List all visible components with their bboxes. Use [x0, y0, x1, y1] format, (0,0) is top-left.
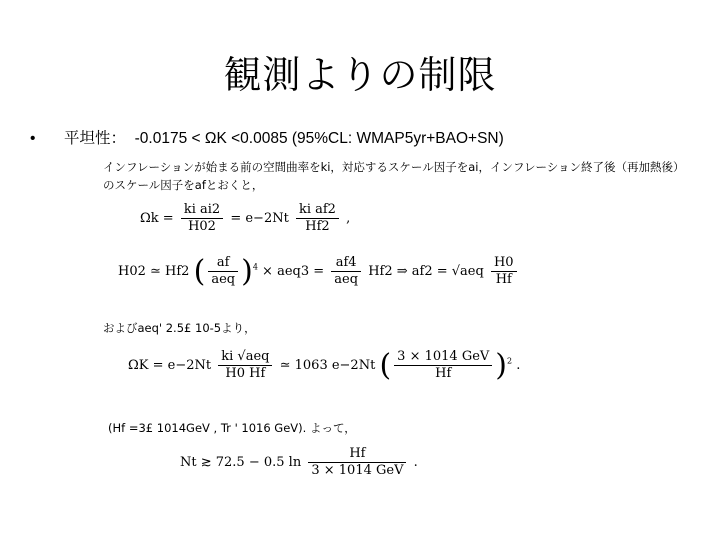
eq2-paren-den: aeq — [211, 272, 236, 287]
eq3-frac-den: H0 Hf — [225, 366, 266, 381]
bullet-label: 平坦性： — [64, 130, 127, 147]
aeq-value-line: およびaeq' 2.5£ 10-5より， — [103, 321, 256, 335]
equation-hubble — [118, 254, 520, 289]
eq2-mid: × aeq3 = — [262, 264, 325, 279]
eq3-mid: ≃ 1063 e−2Nt — [279, 358, 376, 373]
eq3-frac-num: ki √aeq — [218, 349, 272, 366]
eq4-lhs: Nt ≳ 72.5 − 0.5 ln — [180, 455, 302, 470]
eq2-frac-den: aeq — [334, 272, 359, 287]
eq1-frac2 — [296, 202, 339, 235]
equation-nt-bound — [180, 446, 418, 479]
hf-assumption-line: (Hf =3£ 1014GeV , Tr ' 1016 GeV). よって， — [108, 421, 356, 435]
eq2-paren-open: ( — [193, 254, 206, 289]
eq3-exp: 2 — [507, 356, 513, 366]
eq3-lhs: ΩK = e−2Nt — [128, 358, 212, 373]
equation-omega-k — [140, 202, 350, 235]
eq4-frac — [308, 446, 406, 479]
eq3-paren-frac — [394, 349, 492, 382]
eq2-frac-num: af4 — [331, 255, 361, 272]
eq2-rhs: af2 = √aeq — [411, 264, 484, 279]
eq3-paren-close: ) — [495, 348, 508, 383]
eq3-tail: . — [516, 358, 521, 373]
eq2-paren-num: af — [208, 255, 238, 272]
eq3-paren-open: ( — [379, 348, 392, 383]
eq2-lhs: H02 ≃ Hf2 — [118, 264, 190, 279]
eq1-lhs: Ωk = — [140, 211, 174, 226]
eq2-frac2-den: Hf — [495, 272, 512, 287]
eq2-paren-close: ) — [241, 254, 253, 289]
eq3-paren-den: Hf — [435, 366, 452, 381]
eq1-mid: = e−2Nt — [230, 211, 289, 226]
bullet-marker: • — [30, 130, 36, 147]
slide-title: 観測よりの制限 — [223, 53, 497, 97]
eq1-frac1-den: H02 — [188, 219, 216, 234]
eq2-paren-frac — [208, 255, 238, 288]
eq1-frac2-den: Hf2 — [305, 219, 330, 234]
eq2-frac2 — [491, 255, 517, 288]
eq4-frac-den: 3 × 1014 GeV — [311, 463, 404, 478]
eq4-tail: . — [413, 455, 418, 470]
eq4-frac-num: Hf — [308, 446, 406, 463]
intro-paragraph: インフレーションが始まる前の空間曲率をki，対応するスケール因子をai，インフレーション終了後（再加熱後）のスケール因子をafとおくと， — [103, 160, 685, 192]
eq1-tail: , — [346, 211, 351, 226]
equation-omega-k-estimate — [128, 348, 520, 383]
eq1-frac1-num: ki ai2 — [181, 202, 223, 219]
eq2-frac2-num: H0 — [491, 255, 517, 272]
eq2-exp: 4 — [252, 262, 258, 272]
eq1-frac2-num: ki af2 — [296, 202, 339, 219]
bullet-constraint: -0.0175 < ΩK <0.0085 (95%CL: WMAP5yr+BAO+SN) — [134, 130, 504, 147]
eq3-frac — [218, 349, 272, 382]
eq1-frac1 — [181, 202, 223, 235]
flatness-bullet — [30, 126, 504, 148]
eq2-frac — [331, 255, 361, 288]
eq2-mid2: Hf2 ⇒ — [368, 264, 408, 279]
eq3-paren-num: 3 × 1014 GeV — [394, 349, 492, 366]
